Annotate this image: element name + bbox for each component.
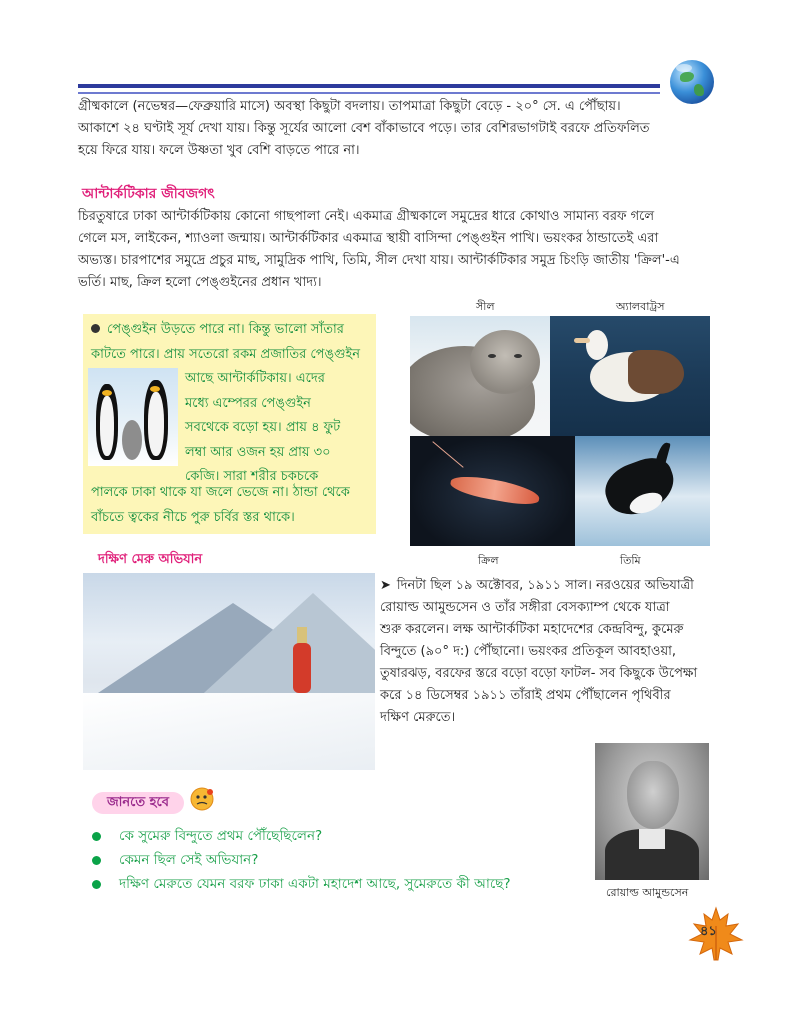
- wildlife-line: ভর্তি। মাছ, ক্রিল হলো পেঙ্গুইনের প্রধান খাদ্য।: [78, 275, 322, 290]
- krill-photo: [410, 436, 575, 546]
- penguin-line: আছে আন্টার্কটিকায়। এদের: [185, 371, 325, 386]
- question-list: [92, 824, 572, 896]
- know-badge: জানতে হবে: [92, 792, 184, 814]
- thinking-face-icon: [188, 784, 216, 812]
- penguin-line: কেজি। সারা শরীর চকচকে: [185, 469, 319, 484]
- caption-seal: সীল: [476, 300, 495, 313]
- expedition-line: দক্ষিণ মেরুতে।: [380, 710, 456, 725]
- wildlife-line: গেলে মস, লাইকেন, শ্যাওলা জন্মায়। আন্টার্কটিকার একমাত্র স্থায়ী বাসিন্দা পেঙ্গুইন পাখি। ভয়ংকর ঠান্ডাতেই এরা: [78, 231, 659, 246]
- penguin-line: লম্বা আর ওজন হয় প্রায় ৩০: [185, 444, 331, 460]
- caption-albatross: অ্যালবাট্রস: [616, 300, 665, 313]
- header-rule: [78, 84, 660, 88]
- section-heading-wildlife: আন্টার্কটিকার জীবজগৎ: [82, 186, 215, 202]
- intro-line: আকাশে ২৪ ঘণ্টাই সূর্য দেখা যায়। কিন্তু সূর্যের আলো বেশ বাঁকাভাবে পড়ে। তার বেশিরভাগটাই বরফে প্রতিফলিত: [78, 121, 650, 136]
- bullet-dot-icon: [92, 832, 101, 841]
- amundsen-portrait: [595, 743, 709, 880]
- penguin-line: কাটতে পারে। প্রায় সতেরো রকম প্রজাতির পেঙ্গুইন: [91, 346, 361, 362]
- question-item: কে সুমেরু বিন্দুতে প্রথম পৌঁছেছিলেন?: [92, 824, 572, 848]
- bullet-dot-icon: [92, 880, 101, 889]
- section-heading-expedition: দক্ষিণ মেরু অভিযান: [98, 552, 203, 567]
- intro-line: হয়ে ফিরে যায়। ফলে উষ্ণতা খুব বেশি বাড়তে পারে না।: [78, 143, 360, 158]
- expedition-line: রোয়াল্ড আমুন্ডসেন ও তাঁর সঙ্গীরা বেসক্যাম্প থেকে যাত্রা: [380, 600, 670, 615]
- expedition-paragraph: [380, 575, 710, 729]
- expedition-photo: [83, 573, 375, 770]
- albatross-photo: [550, 316, 710, 436]
- penguin-info-box: [83, 314, 376, 534]
- page-number: ৪১: [700, 924, 717, 939]
- expedition-line: বিন্দুতে (৯০° দ:) পৌঁছানো। ভয়ংকর প্রতিকূল আবহাওয়া,: [380, 644, 677, 659]
- seal-photo: [410, 316, 550, 436]
- caption-whale: তিমি: [620, 554, 641, 567]
- intro-line: গ্রীষ্মকালে (নভেম্বর—ফেব্রুয়ারি মাসে) অবস্থা কিছুটা বদলায়। তাপমাত্রা কিছুটা বেড়ে - ২০° সে. এ পৌঁছায়।: [78, 99, 621, 114]
- caption-krill: ক্রিল: [478, 554, 499, 567]
- penguin-line: সবথেকে বড়ো হয়। প্রায় ৪ ফুট: [185, 420, 341, 435]
- expedition-line: ➤ দিনটা ছিল ১৯ অক্টোবর, ১৯১১ সাল। নরওয়ের অভিযাত্রী: [380, 578, 694, 593]
- caption-amundsen: রোয়াল্ড আমুন্ডসেন: [606, 886, 689, 899]
- bullet-dot-icon: [91, 324, 100, 333]
- whale-photo: [575, 436, 710, 546]
- question-item: কেমন ছিল সেই অভিযান?: [92, 848, 572, 872]
- intro-paragraph: [78, 96, 714, 162]
- penguin-line: বাঁচতে ত্বকের নীচে পুরু চর্বির স্তর থাকে।: [91, 509, 295, 525]
- wildlife-line: অভ্যস্ত। চারপাশের সমুদ্রে প্রচুর মাছ, সামুদ্রিক পাখি, তিমি, সীল দেখা যায়। আন্টার্কটিকার সমুদ্র চিংড়ি জাতীয় 'ক্রিল'-এ: [78, 253, 680, 268]
- arrow-right-icon: ➤: [380, 578, 391, 593]
- wildlife-line: চিরতুষারে ঢাকা আন্টার্কটিকায় কোনো গাছপালা নেই। একমাত্র গ্রীষ্মকালে সমুদ্রের ধারে কোথাও সামান্য বরফ গলে: [78, 209, 655, 224]
- bullet-dot-icon: [92, 856, 101, 865]
- wildlife-paragraph: [78, 206, 714, 294]
- expedition-line: শুরু করলেন। লক্ষ আন্টার্কটিকা মহাদেশের কেন্দ্রবিন্দু, কুমেরু: [380, 622, 684, 637]
- question-item: দক্ষিণ মেরুতে যেমন বরফ ঢাকা একটা মহাদেশ আছে, সুমেরুতে কী আছে?: [92, 872, 572, 896]
- penguin-line: পেঙ্গুইন উড়তে পারে না। কিন্তু ভালো সাঁতার: [91, 318, 371, 343]
- expedition-line: তুষারঝড়, বরফের স্তরে বড়ো বড়ো ফাটল- সব কিছুকে উপেক্ষা: [380, 666, 698, 681]
- penguin-line: মধ্যে এম্পেরর পেঙ্গুইন: [185, 395, 311, 411]
- header-rule-thin: [78, 92, 660, 94]
- expedition-line: করে ১৪ ডিসেম্বর ১৯১১ তাঁরাই প্রথম পৌঁছালেন পৃথিবীর: [380, 688, 671, 703]
- penguin-line: পালকে ঢাকা থাকে যা জলে ভেজে না। ঠান্ডা থেকে: [91, 485, 350, 500]
- penguin-photo: [88, 368, 178, 466]
